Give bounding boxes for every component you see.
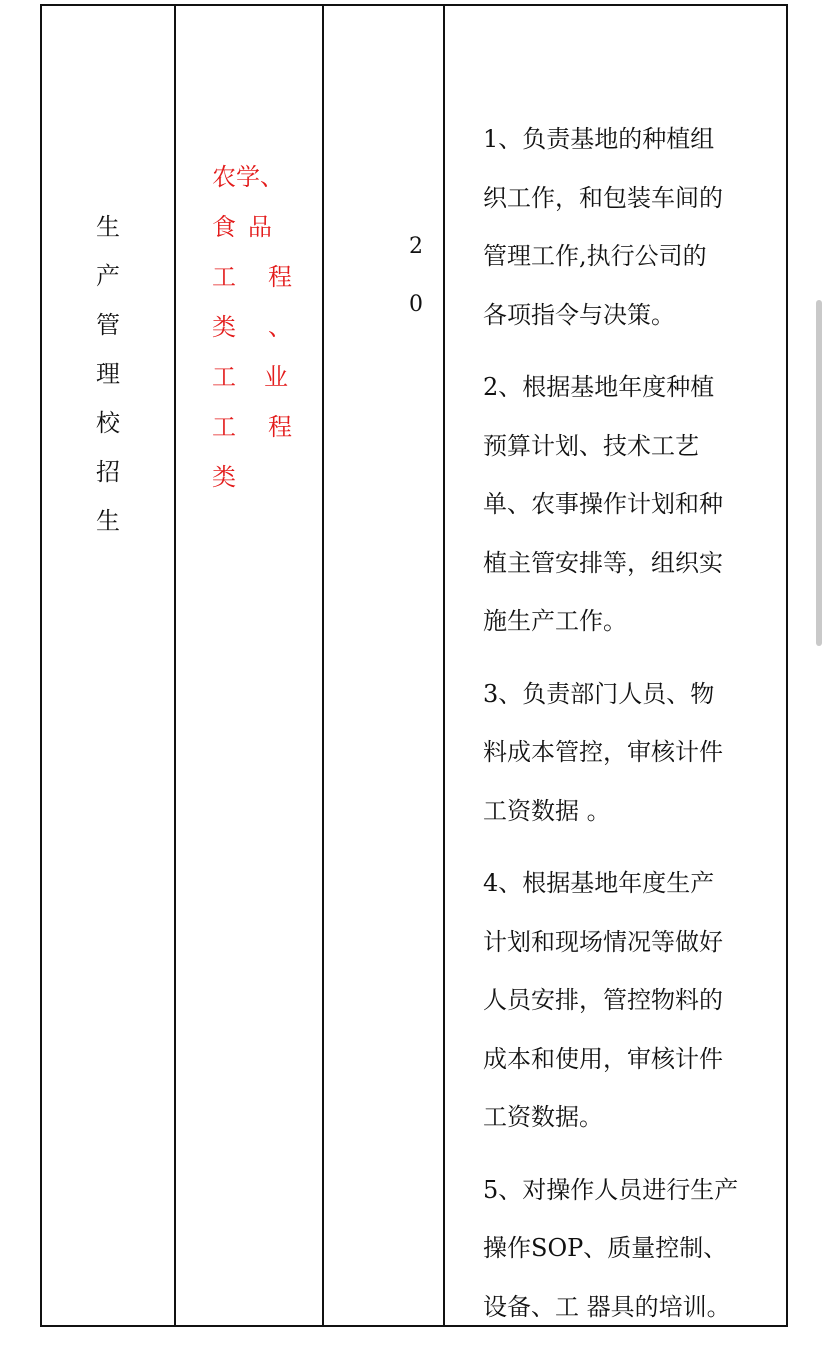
major-line: 工 程 bbox=[212, 263, 292, 291]
duties-list bbox=[483, 110, 773, 1350]
job-table bbox=[40, 4, 788, 1327]
major-line: 工 程 bbox=[212, 413, 292, 441]
headcount-digit: 2 bbox=[409, 234, 423, 259]
count-cell bbox=[324, 6, 445, 1325]
vertical-scrollbar[interactable] bbox=[816, 300, 822, 646]
major-line: 类 bbox=[212, 463, 236, 491]
headcount bbox=[324, 218, 443, 334]
position-char: 生 bbox=[96, 213, 120, 241]
major-cell bbox=[176, 6, 324, 1325]
duties-cell bbox=[445, 6, 786, 1325]
position-name bbox=[42, 203, 174, 546]
position-char: 生 bbox=[96, 507, 120, 535]
position-cell bbox=[42, 6, 176, 1325]
position-char: 理 bbox=[96, 360, 120, 388]
duty-item: 3、负责部门人员、物 料成本管控，审核计件 工资数据 。 bbox=[483, 679, 723, 825]
position-char: 校 bbox=[96, 409, 120, 437]
position-char: 产 bbox=[96, 262, 120, 290]
duty-item: 4、根据基地年度生产 计划和现场情况等做好 人员安排，管控物料的 成本和使用，审核计件 工资数据。 bbox=[483, 869, 723, 1131]
major-line: 食 品 bbox=[212, 213, 272, 241]
position-char: 招 bbox=[96, 458, 120, 486]
major-line: 农学、 bbox=[212, 163, 284, 191]
duty-item: 5、对操作人员进行生产 操作SOP、质量控制、 设备、工 器具的培训。 bbox=[483, 1175, 739, 1321]
duty-item: 1、负责基地的种植组 织工作，和包装车间的 管理工作,执行公司的 各项指令与决策。 bbox=[483, 125, 723, 329]
position-char: 管 bbox=[96, 311, 120, 339]
major-requirement bbox=[212, 152, 292, 502]
major-line: 类 、 bbox=[212, 313, 292, 341]
headcount-digit: 0 bbox=[409, 292, 423, 317]
duty-item: 2、根据基地年度种植 预算计划、技术工艺 单、农事操作计划和种 植主管安排等，组织实 施生产工作。 bbox=[483, 373, 723, 635]
major-line: 工 业 bbox=[212, 363, 288, 391]
